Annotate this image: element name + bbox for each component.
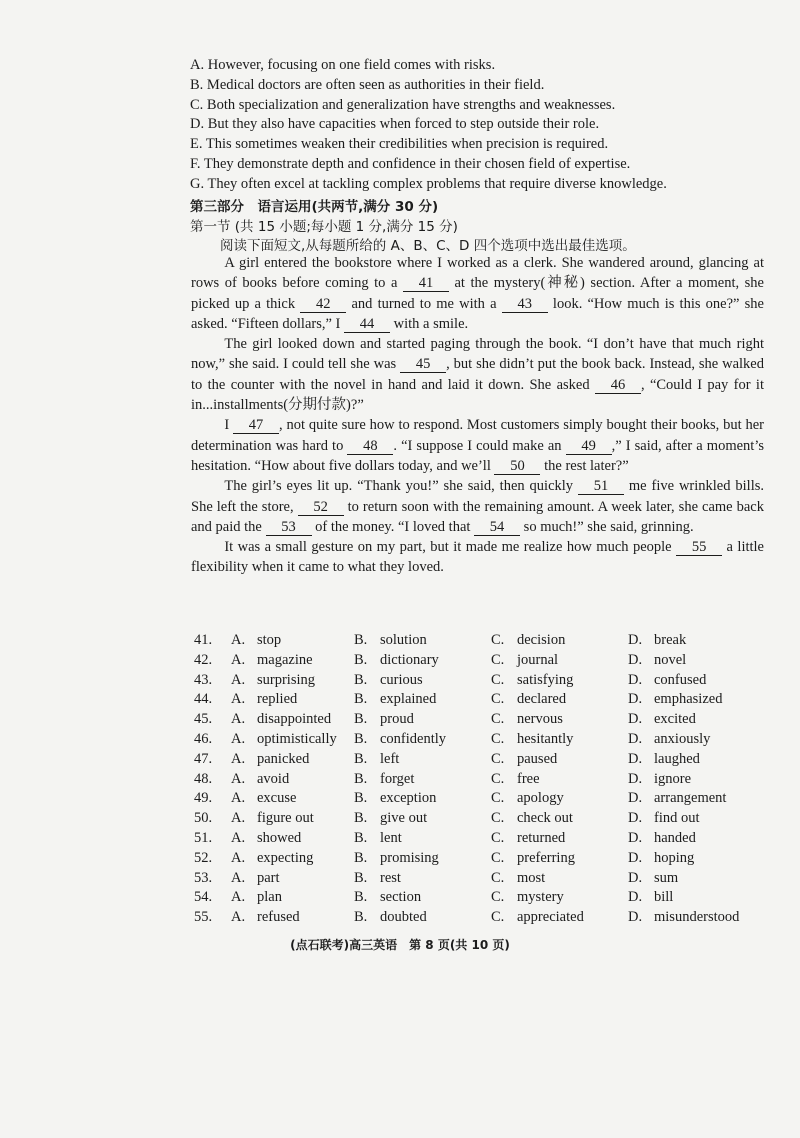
choice-text: give out	[380, 810, 428, 827]
option-b: B. Medical doctors are often seen as authorities in their field.	[190, 76, 545, 93]
choice-b	[354, 710, 414, 730]
question-row	[194, 730, 774, 750]
choice-letter: D.	[628, 790, 643, 807]
cloze-passage	[191, 253, 764, 578]
choice-letter: D.	[628, 869, 643, 886]
choice-text: mystery	[517, 889, 564, 906]
choice-letter: A.	[231, 651, 246, 668]
choice-d	[628, 809, 700, 829]
question-number: 41.	[194, 632, 213, 648]
choice-c	[491, 849, 575, 869]
question-number: 51.	[194, 829, 213, 846]
choice-text: confidently	[380, 730, 447, 747]
question-row	[194, 829, 774, 849]
choice-letter: D.	[628, 750, 643, 767]
option-e: E. This sometimes weaken their credibilities when precision is required.	[190, 136, 609, 153]
question-row	[194, 750, 774, 770]
choice-c	[491, 710, 563, 730]
choice-letter: A.	[231, 632, 246, 648]
page-footer: (点石联考)高三英语 第 8 页(共 10 页)	[290, 938, 510, 952]
choice-c	[491, 671, 573, 691]
choice-c	[491, 750, 557, 770]
choice-letter: C.	[491, 889, 505, 906]
question-row	[194, 651, 774, 671]
choice-text: figure out	[257, 810, 314, 827]
choice-c	[491, 908, 584, 928]
option-a: A. However, focusing on one field comes with risks.	[190, 57, 496, 73]
choice-text: excuse	[257, 790, 297, 807]
blank-55: 55	[676, 539, 722, 556]
choice-text: plan	[257, 889, 282, 906]
blank-41: 41	[403, 275, 449, 292]
question-choices	[194, 631, 774, 928]
section-title: 第三部分 语言运用(共两节,满分 30 分)	[190, 199, 439, 215]
choice-text: expecting	[257, 849, 314, 866]
choice-text: refused	[257, 909, 300, 926]
choice-d	[628, 908, 739, 928]
choice-letter: B.	[354, 849, 368, 866]
choice-a	[231, 789, 296, 809]
blank-42: 42	[300, 296, 346, 313]
choice-a	[231, 869, 280, 889]
question-row	[194, 770, 774, 790]
question-number: 42.	[194, 651, 213, 668]
question-number: 50.	[194, 810, 213, 827]
choice-text: promising	[380, 849, 439, 866]
choice-text: confused	[654, 671, 707, 688]
question-number: 45.	[194, 711, 213, 728]
choice-letter: C.	[491, 651, 505, 668]
choice-text: handed	[654, 829, 696, 846]
choice-text: solution	[380, 632, 427, 648]
choice-text: doubted	[380, 909, 427, 926]
choice-text: rest	[380, 869, 401, 886]
choice-letter: B.	[354, 829, 368, 846]
choice-b	[354, 789, 436, 809]
blank-53: 53	[266, 519, 312, 536]
choice-a	[231, 750, 309, 770]
choice-c	[491, 770, 540, 790]
choice-text: bill	[654, 889, 674, 906]
question-row	[194, 671, 774, 691]
choice-b	[354, 750, 399, 770]
choice-b	[354, 690, 436, 710]
question-number: 54.	[194, 889, 213, 906]
choice-text: anxiously	[654, 730, 711, 747]
choice-letter: B.	[354, 790, 368, 807]
choice-c	[491, 829, 565, 849]
choice-letter: B.	[354, 651, 368, 668]
choice-letter: D.	[628, 730, 643, 747]
choice-text: declared	[517, 691, 567, 708]
blank-45: 45	[400, 356, 446, 373]
choice-text: explained	[380, 691, 437, 708]
choice-letter: A.	[231, 691, 246, 708]
choice-c	[491, 730, 573, 750]
choice-b	[354, 730, 446, 750]
choice-letter: B.	[354, 889, 368, 906]
choice-letter: D.	[628, 770, 643, 787]
passage-paragraph: A girl entered the bookstore where I worked as a clerk. She wandered around, glancing at rows of books before coming to a 41 at the mystery(神秘) section. After a moment, she picked up a thick 42 and turned to me with a 43 look. “How much is this one?” she asked. “Fifteen dollars,” I 44 with a smile.	[191, 255, 764, 332]
choice-text: journal	[517, 651, 559, 668]
choice-letter: B.	[354, 909, 368, 926]
question-row	[194, 809, 774, 829]
choice-d	[628, 888, 673, 908]
choice-c	[491, 809, 573, 829]
choice-text: sum	[654, 869, 679, 886]
question-number: 46.	[194, 730, 213, 747]
choice-letter: D.	[628, 829, 643, 846]
choice-letter: C.	[491, 849, 505, 866]
choice-b	[354, 651, 439, 671]
passage-paragraph: The girl’s eyes lit up. “Thank you!” she said, then quickly 51 me five wrinkled bills. She left the store, 52 to return soon with the remaining amount. A week later, she came back and paid the 53 of the money. “I loved that 54 so much!” she said, grinning.	[191, 478, 764, 535]
question-row	[194, 849, 774, 869]
choice-text: disappointed	[257, 711, 332, 728]
choice-text: decision	[517, 632, 566, 648]
choice-a	[231, 710, 331, 730]
choice-letter: B.	[354, 711, 368, 728]
choice-letter: D.	[628, 849, 643, 866]
choice-text: returned	[517, 829, 566, 846]
choice-letter: C.	[491, 750, 505, 767]
choice-text: misunderstood	[654, 909, 740, 926]
choice-letter: A.	[231, 711, 246, 728]
choice-letter: C.	[491, 711, 505, 728]
choice-b	[354, 631, 427, 651]
choice-letter: A.	[231, 869, 246, 886]
choice-a	[231, 770, 289, 790]
option-f: F. They demonstrate depth and confidence in their chosen field of expertise.	[190, 155, 631, 172]
choice-letter: C.	[491, 829, 505, 846]
choice-letter: B.	[354, 750, 368, 767]
choice-text: hoping	[654, 849, 695, 866]
choice-letter: C.	[491, 909, 505, 926]
choice-b	[354, 829, 402, 849]
choice-a	[231, 829, 301, 849]
question-row	[194, 690, 774, 710]
option-d: D. But they also have capacities when forced to step outside their role.	[190, 116, 600, 133]
choice-a	[231, 888, 282, 908]
choice-text: preferring	[517, 849, 575, 866]
question-number: 55.	[194, 909, 213, 926]
blank-50: 50	[494, 458, 540, 475]
choice-a	[231, 651, 313, 671]
passage-paragraph: It was a small gesture on my part, but it made me realize how much people 55 a little flexibility when it came to what they loved.	[191, 539, 764, 576]
choice-letter: D.	[628, 711, 643, 728]
blank-43: 43	[502, 296, 548, 313]
choice-text: curious	[380, 671, 423, 688]
choice-letter: D.	[628, 691, 643, 708]
answer-options-list	[190, 56, 780, 195]
choice-c	[491, 631, 565, 651]
choice-text: ignore	[654, 770, 692, 787]
choice-a	[231, 690, 297, 710]
choice-d	[628, 690, 722, 710]
choice-letter: C.	[491, 691, 505, 708]
choice-letter: B.	[354, 810, 368, 827]
choice-text: paused	[517, 750, 558, 767]
choice-letter: C.	[491, 810, 505, 827]
choice-text: surprising	[257, 671, 315, 688]
choice-text: nervous	[517, 711, 563, 728]
choice-letter: A.	[231, 770, 246, 787]
choice-letter: D.	[628, 889, 643, 906]
choice-text: emphasized	[654, 691, 723, 708]
choice-b	[354, 809, 427, 829]
choice-d	[628, 869, 678, 889]
choice-letter: B.	[354, 691, 368, 708]
blank-44: 44	[344, 316, 390, 333]
choice-text: exception	[380, 790, 437, 807]
choice-a	[231, 809, 314, 829]
section-instruction: 阅读下面短文,从每题所给的 A、B、C、D 四个选项中选出最佳选项。	[220, 238, 636, 254]
choice-letter: B.	[354, 770, 368, 787]
choice-a	[231, 908, 300, 928]
choice-letter: A.	[231, 909, 246, 926]
choice-b	[354, 849, 439, 869]
choice-letter: C.	[491, 671, 505, 688]
choice-text: break	[654, 632, 687, 648]
choice-letter: C.	[491, 869, 505, 886]
question-number: 44.	[194, 691, 213, 708]
choice-d	[628, 651, 686, 671]
choice-a	[231, 849, 313, 869]
choice-text: check out	[517, 810, 573, 827]
blank-52: 52	[298, 499, 344, 516]
choice-text: novel	[654, 651, 687, 668]
choice-letter: A.	[231, 730, 246, 747]
choice-letter: D.	[628, 810, 643, 827]
question-number: 47.	[194, 750, 213, 767]
choice-letter: B.	[354, 730, 368, 747]
question-row	[194, 710, 774, 730]
choice-letter: C.	[491, 790, 505, 807]
choice-text: arrangement	[654, 790, 727, 807]
choice-letter: A.	[231, 829, 246, 846]
choice-text: showed	[257, 829, 302, 846]
choice-text: satisfying	[517, 671, 574, 688]
choice-text: panicked	[257, 750, 310, 767]
choice-c	[491, 789, 564, 809]
choice-d	[628, 770, 691, 790]
choice-text: forget	[380, 770, 415, 787]
blank-51: 51	[578, 478, 624, 495]
question-row	[194, 631, 774, 651]
choice-text: replied	[257, 691, 298, 708]
choice-letter: C.	[491, 770, 505, 787]
choice-text: proud	[380, 711, 414, 728]
choice-d	[628, 789, 726, 809]
choice-b	[354, 671, 423, 691]
blank-54: 54	[474, 519, 520, 536]
choice-text: appreciated	[517, 909, 584, 926]
choice-letter: B.	[354, 671, 368, 688]
question-number: 53.	[194, 869, 213, 886]
choice-letter: D.	[628, 632, 643, 648]
choice-letter: A.	[231, 750, 246, 767]
choice-d	[628, 849, 694, 869]
choice-letter: A.	[231, 889, 246, 906]
choice-c	[491, 869, 545, 889]
passage-paragraph: The girl looked down and started paging through the book. “I don’t have that much right now,” she said. I could tell she was 45 , but she didn’t put the book back. Instead, she walked to the counter with the novel in hand and laid it down. She asked 46 , “Could I pay for it in...installments(分期付款)?”	[191, 336, 764, 414]
choice-text: optimistically	[257, 730, 337, 747]
choice-text: apology	[517, 790, 564, 807]
choice-letter: A.	[231, 671, 246, 688]
choice-b	[354, 908, 427, 928]
question-row	[194, 888, 774, 908]
choice-letter: B.	[354, 869, 368, 886]
choice-letter: A.	[231, 849, 246, 866]
choice-letter: C.	[491, 632, 505, 648]
choice-d	[628, 750, 700, 770]
choice-text: magazine	[257, 651, 313, 668]
choice-letter: D.	[628, 651, 643, 668]
option-g: G. They often excel at tackling complex problems that require diverse knowledge.	[190, 175, 667, 192]
question-number: 52.	[194, 849, 213, 866]
choice-text: excited	[654, 711, 696, 728]
choice-text: part	[257, 869, 280, 886]
section-subtitle: 第一节 (共 15 小题;每小题 1 分,满分 15 分)	[190, 219, 458, 235]
choice-text: most	[517, 869, 546, 886]
choice-text: lent	[380, 829, 402, 846]
choice-b	[354, 869, 401, 889]
choice-b	[354, 888, 421, 908]
question-number: 49.	[194, 790, 213, 807]
question-row	[194, 789, 774, 809]
choice-letter: B.	[354, 632, 368, 648]
choice-a	[231, 671, 315, 691]
option-c: C. Both specialization and generalization have strengths and weaknesses.	[190, 96, 616, 113]
choice-text: section	[380, 889, 422, 906]
choice-text: laughed	[654, 750, 700, 767]
question-row	[194, 908, 774, 928]
choice-d	[628, 829, 696, 849]
choice-b	[354, 770, 414, 790]
blank-48: 48	[347, 438, 393, 455]
choice-text: stop	[257, 632, 282, 648]
question-number: 43.	[194, 671, 213, 688]
blank-47: 47	[233, 417, 279, 434]
choice-d	[628, 631, 686, 651]
choice-c	[491, 888, 564, 908]
choice-text: find out	[654, 810, 700, 827]
blank-49: 49	[566, 438, 612, 455]
choice-a	[231, 730, 337, 750]
choice-letter: A.	[231, 810, 246, 827]
choice-c	[491, 651, 558, 671]
passage-paragraph: I 47 , not quite sure how to respond. Most customers simply bought their books, but her determination was hard to 48 . “I suppose I could make an 49 ,” I said, after a moment’s hesitation. “How about five dollars today, and we’ll 50 the rest later?”	[191, 417, 764, 474]
blank-46: 46	[595, 377, 641, 394]
choice-letter: D.	[628, 671, 643, 688]
choice-text: hesitantly	[517, 730, 574, 747]
choice-letter: C.	[491, 730, 505, 747]
choice-a	[231, 631, 281, 651]
choice-text: free	[517, 770, 540, 787]
question-number: 48.	[194, 770, 213, 787]
choice-text: avoid	[257, 770, 290, 787]
choice-letter: D.	[628, 909, 643, 926]
choice-text: left	[380, 750, 400, 767]
choice-c	[491, 690, 566, 710]
choice-letter: A.	[231, 790, 246, 807]
choice-d	[628, 730, 710, 750]
choice-d	[628, 710, 696, 730]
question-row	[194, 869, 774, 889]
choice-text: dictionary	[380, 651, 439, 668]
choice-d	[628, 671, 706, 691]
